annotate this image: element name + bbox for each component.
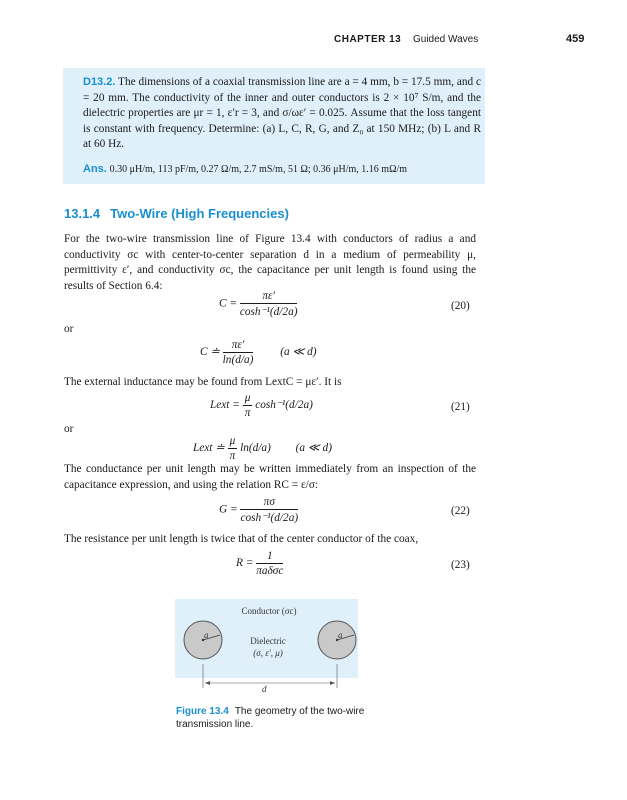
eq-fraction — [256, 550, 283, 577]
separation-label: d — [262, 684, 267, 694]
eq-denominator: cosh⁻¹(d/2a) — [239, 306, 298, 318]
equation-number-22: (22) — [451, 505, 470, 517]
eq-denominator: ln(d/a) — [222, 354, 254, 366]
paragraph-conductance: The conductance per unit length may be written immediately from an inspection of the capacitance expression, and using the relation RC = ε/σ: — [64, 463, 476, 491]
eq-lhs: G = — [219, 503, 238, 516]
eq-fraction — [243, 392, 253, 419]
eq-condition: (a ≪ d) — [280, 346, 317, 359]
drill-label: D13.2. — [83, 76, 116, 88]
separation-dimension — [203, 664, 337, 688]
eq-denominator: cosh⁻¹(d/2a) — [240, 512, 299, 524]
eq-lhs: C ≐ — [200, 346, 220, 359]
left-conductor — [184, 621, 222, 659]
eq-numerator: πσ — [240, 496, 298, 510]
eq-term: ln(d/a) — [240, 442, 271, 455]
or-word: or — [64, 423, 74, 435]
dielectric-label: Dielectric — [250, 636, 286, 646]
eq-denominator: π — [229, 450, 236, 462]
drill-answer — [83, 162, 481, 178]
section-title: Two-Wire (High Frequencies) — [110, 206, 289, 221]
drill-problem-text — [83, 75, 481, 153]
eq-term: cosh⁻¹(d/2a) — [255, 399, 313, 412]
answer-text: 0.30 μH/m, 113 pF/m, 0.27 Ω/m, 2.7 mS/m, 51 Ω; 0.36 μH/m, 1.16 mΩ/m — [109, 164, 408, 175]
equation-number-20: (20) — [451, 300, 470, 312]
section-heading — [64, 206, 299, 221]
dielectric-properties: (σ, ε′, μ) — [253, 648, 283, 658]
drill-statement: The dimensions of a coaxial transmission line are a = 4 mm, b = 17.5 mm, and c = 20 mm. The conductivity of the inner and outer conductors is 2 × 10⁷ S/m, and the dielectric properties are μr = 1, ε′r = 3, and σ/ωε′ = 0.025. Assume that the loss tangent is constant with frequency. Determine: (a) L, C, R, G, and Z₀ at 150 MHz; (b) L and R at 60 Hz. — [83, 76, 481, 151]
equation-21-approx — [193, 435, 332, 462]
answer-label: Ans. — [83, 163, 107, 175]
or-word: or — [64, 323, 74, 335]
equation-21 — [210, 392, 313, 419]
equation-number-23: (23) — [451, 559, 470, 571]
eq-numerator: μ — [244, 392, 251, 404]
eq-numerator: πε′ — [240, 290, 298, 304]
eq-denominator: π — [244, 407, 251, 419]
chapter-title: Guided Waves — [413, 34, 479, 45]
eq-lhs: Lext = — [210, 399, 240, 412]
conductor-label: Conductor (σc) — [241, 606, 297, 616]
radius-label-right: a — [338, 630, 343, 640]
drill-problem-box — [63, 68, 485, 184]
equation-20-approx — [200, 339, 317, 366]
eq-denominator: πaδσc — [256, 565, 284, 577]
paragraph-resistance: The resistance per unit length is twice that of the center conductor of the coax, — [64, 533, 419, 545]
paragraph-inductance: The external inductance may be found from LextC = με′. It is — [64, 376, 342, 388]
eq-numerator: μ — [229, 435, 236, 447]
chapter-label: CHAPTER 13 — [334, 34, 402, 45]
eq-numerator: πε′ — [223, 339, 254, 353]
equation-number-21: (21) — [451, 401, 470, 413]
eq-fraction — [240, 496, 298, 524]
figure-caption-text: The geometry of the two-wire transmission line. — [176, 706, 365, 730]
section-number: 13.1.4 — [64, 206, 101, 221]
eq-lhs: Lext ≐ — [193, 442, 225, 455]
figure-label: Figure 13.4 — [176, 706, 229, 717]
equation-22 — [219, 496, 298, 524]
eq-lhs: C = — [219, 297, 237, 310]
right-conductor — [318, 621, 356, 659]
eq-fraction — [228, 435, 238, 462]
running-header — [0, 34, 627, 50]
equation-20 — [219, 290, 297, 318]
eq-numerator: 1 — [256, 550, 283, 564]
eq-fraction — [223, 339, 254, 366]
page-number: 459 — [566, 33, 585, 45]
equation-23 — [236, 550, 283, 577]
paragraph-capacitance: For the two-wire transmission line of Figure 13.4 with conductors of radius a and conductivity σc with center-to-center separation d in a medium of permeability μ, permittivity ε′, and conductivity σc, the capacitance per unit length is found using the results of Section 6.4: — [64, 233, 476, 292]
figure-caption — [176, 705, 366, 731]
eq-condition: (a ≪ d) — [295, 442, 332, 455]
radius-label-left: a — [204, 630, 209, 640]
eq-fraction — [240, 290, 298, 318]
eq-lhs: R = — [236, 557, 254, 570]
